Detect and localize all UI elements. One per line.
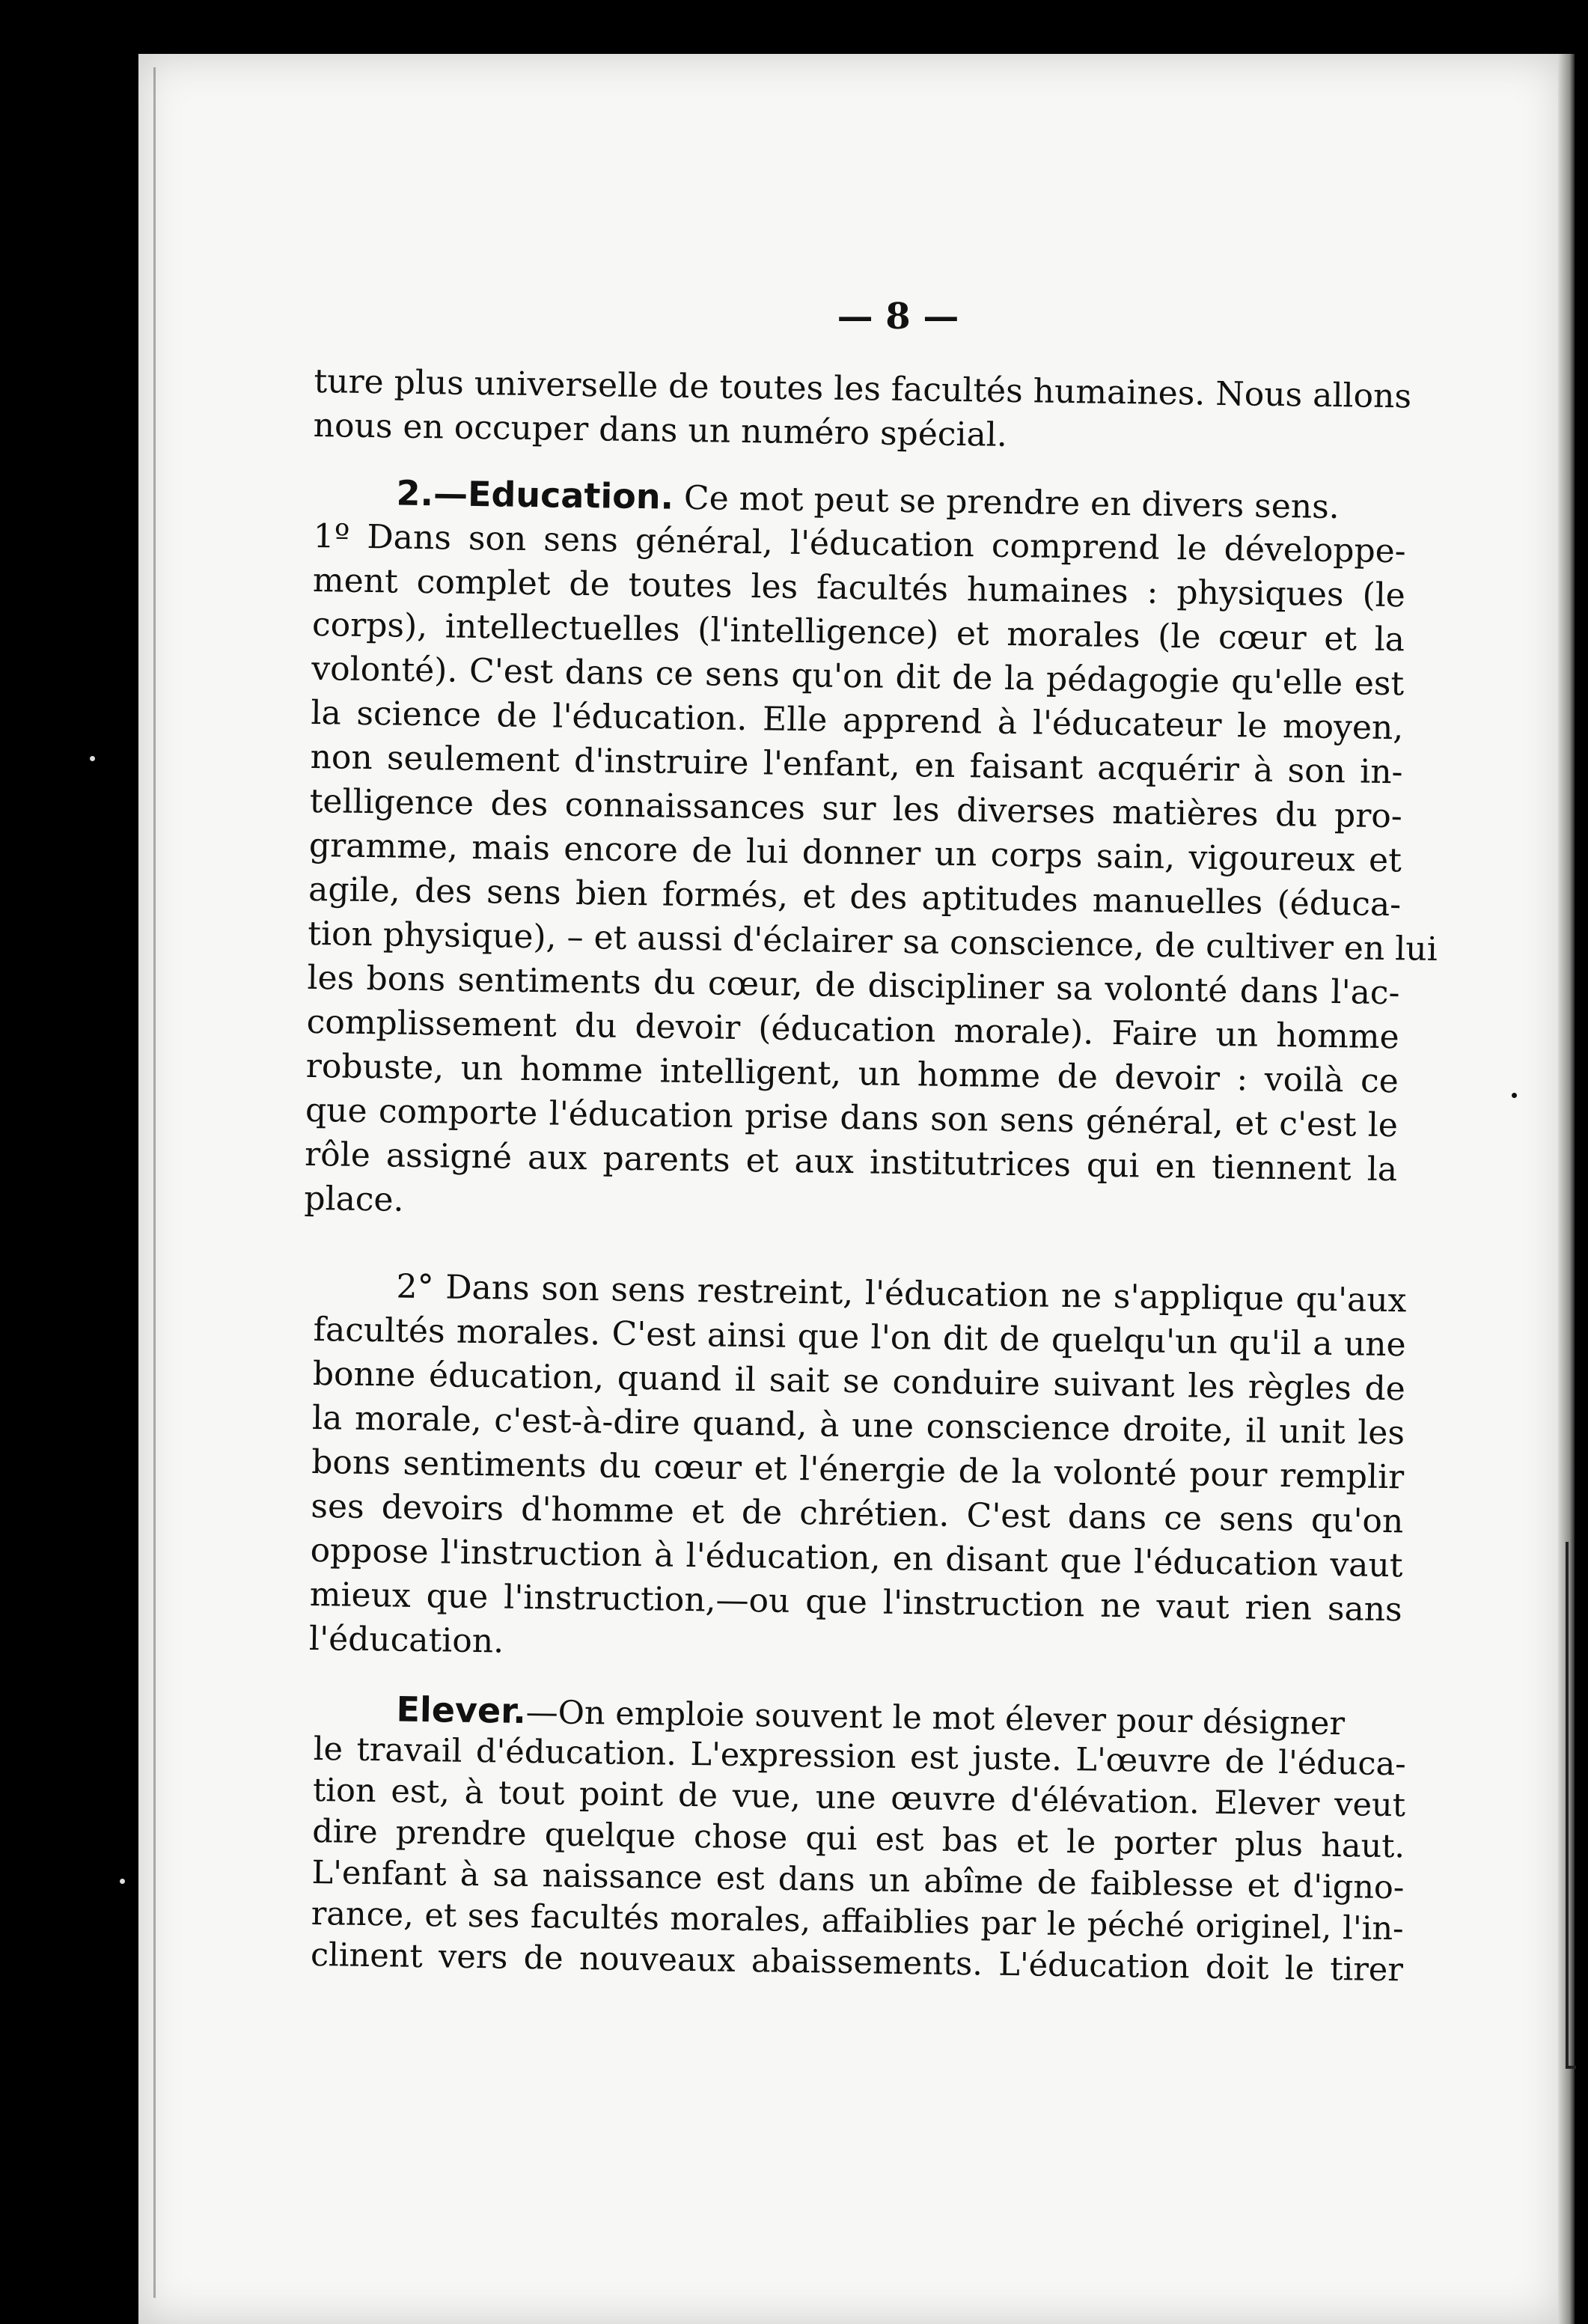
- text-line: complissement du devoir (éducation morale). Faire un homme: [306, 1002, 1399, 1057]
- text-line: tion physique), – et aussi d'éclairer sa conscience, de cultiver en lui: [307, 914, 1438, 969]
- text-line: la science de l'éducation. Elle apprend à l'éducateur le moyen,: [311, 693, 1404, 748]
- paragraph-elever: [311, 1688, 1407, 1991]
- text-line: rôle assigné aux parents et aux institutrices qui en tiennent la: [304, 1135, 1398, 1189]
- text-run: —On emploie souvent le mot élever pour désigner: [525, 1693, 1346, 1743]
- gutter-line: [153, 67, 156, 2298]
- text-line: tion est, à tout point de vue, une œuvre d'élévation. Elever veut: [312, 1771, 1406, 1825]
- section-heading-elever: Elever.: [396, 1689, 527, 1731]
- text-line: clinent vers de nouveaux abaissements. L'éducation doit le tirer: [310, 1936, 1404, 1989]
- dust-speck: [120, 1879, 125, 1884]
- text-line: ture plus universelle de toutes les facultés humaines. Nous allons: [314, 362, 1412, 416]
- text-line: 2° Dans son sens restreint, l'éducation ne s'applique qu'aux: [396, 1267, 1407, 1320]
- text-line: gramme, mais encore de lui donner un corps sain, vigoureux et: [308, 826, 1402, 880]
- text-line: telligence des connaissances sur les diverses matières du pro-: [309, 781, 1403, 836]
- text-line: l'éducation.: [308, 1619, 504, 1661]
- text-line: que comporte l'éducation prise dans son sens général, et c'est le: [305, 1091, 1399, 1145]
- text-line: place.: [304, 1179, 404, 1219]
- text-line: non seulement d'instruire l'enfant, en faisant acquérir à son in-: [310, 737, 1403, 792]
- text-line: robuste, un homme intelligent, un homme de devoir : voilà ce: [305, 1046, 1399, 1101]
- text-line: nous en occuper dans un numéro spécial.: [313, 406, 1008, 454]
- text-line: oppose l'instruction à l'éducation, en disant que l'éducation vaut: [310, 1531, 1403, 1585]
- text-line: ment complet de toutes les facultés humaines : physiques (le: [312, 561, 1406, 615]
- text-line: bonne éducation, quand il sait se conduire suivant les règles de: [312, 1354, 1406, 1409]
- dust-speck: [1512, 1093, 1517, 1098]
- text-run: Ce mot peut se prendre en divers sens.: [673, 478, 1340, 527]
- text-line: dire prendre quelque chose qui est bas et le porter plus haut.: [311, 1812, 1405, 1866]
- text-line: ses devoirs d'homme et de chrétien. C'est dans ce sens qu'on: [311, 1486, 1404, 1541]
- dust-speck: [90, 756, 95, 761]
- paragraph-continuation: [313, 359, 1412, 463]
- text-line: les bons sentiments du cœur, de discipliner sa volonté dans l'ac-: [307, 958, 1400, 1013]
- text-line: bons sentiments du cœur et l'énergie de la volonté pour remplir: [311, 1442, 1405, 1497]
- text-line: facultés morales. C'est ainsi que l'on dit de quelqu'un qu'il a une: [313, 1310, 1406, 1364]
- edge-bracket-mark: [1566, 1542, 1576, 2069]
- text-line: corps), intellectuelles (l'intelligence) et morales (le cœur et la: [311, 605, 1405, 659]
- page-number: — 8 —: [837, 296, 959, 338]
- text-line: L'enfant à sa naissance est dans un abîme de faiblesse et d'igno-: [311, 1853, 1405, 1907]
- paragraph-restricted-sense: [309, 1263, 1407, 1676]
- text-line: mieux que l'instruction,—ou que l'instruction ne vaut rien sans: [309, 1575, 1403, 1629]
- text-line: le travail d'éducation. L'expression est juste. L'œuvre de l'éduca-: [313, 1730, 1407, 1784]
- text-line: volonté). C'est dans ce sens qu'on dit de la pédagogie qu'elle est: [311, 649, 1405, 704]
- text-line: rance, et ses facultés morales, affaiblies par le péché originel, l'in-: [311, 1894, 1404, 1948]
- text-line: agile, des sens bien formés, et des aptitudes manuelles (éduca-: [308, 870, 1402, 924]
- paragraph-education: [304, 470, 1438, 1236]
- text-line: 1º Dans son sens général, l'éducation comprend le développe-: [313, 516, 1406, 571]
- text-line: la morale, c'est-à-dire quand, à une conscience droite, il unit les: [311, 1398, 1405, 1453]
- section-heading-education: 2.—Education.: [396, 472, 674, 517]
